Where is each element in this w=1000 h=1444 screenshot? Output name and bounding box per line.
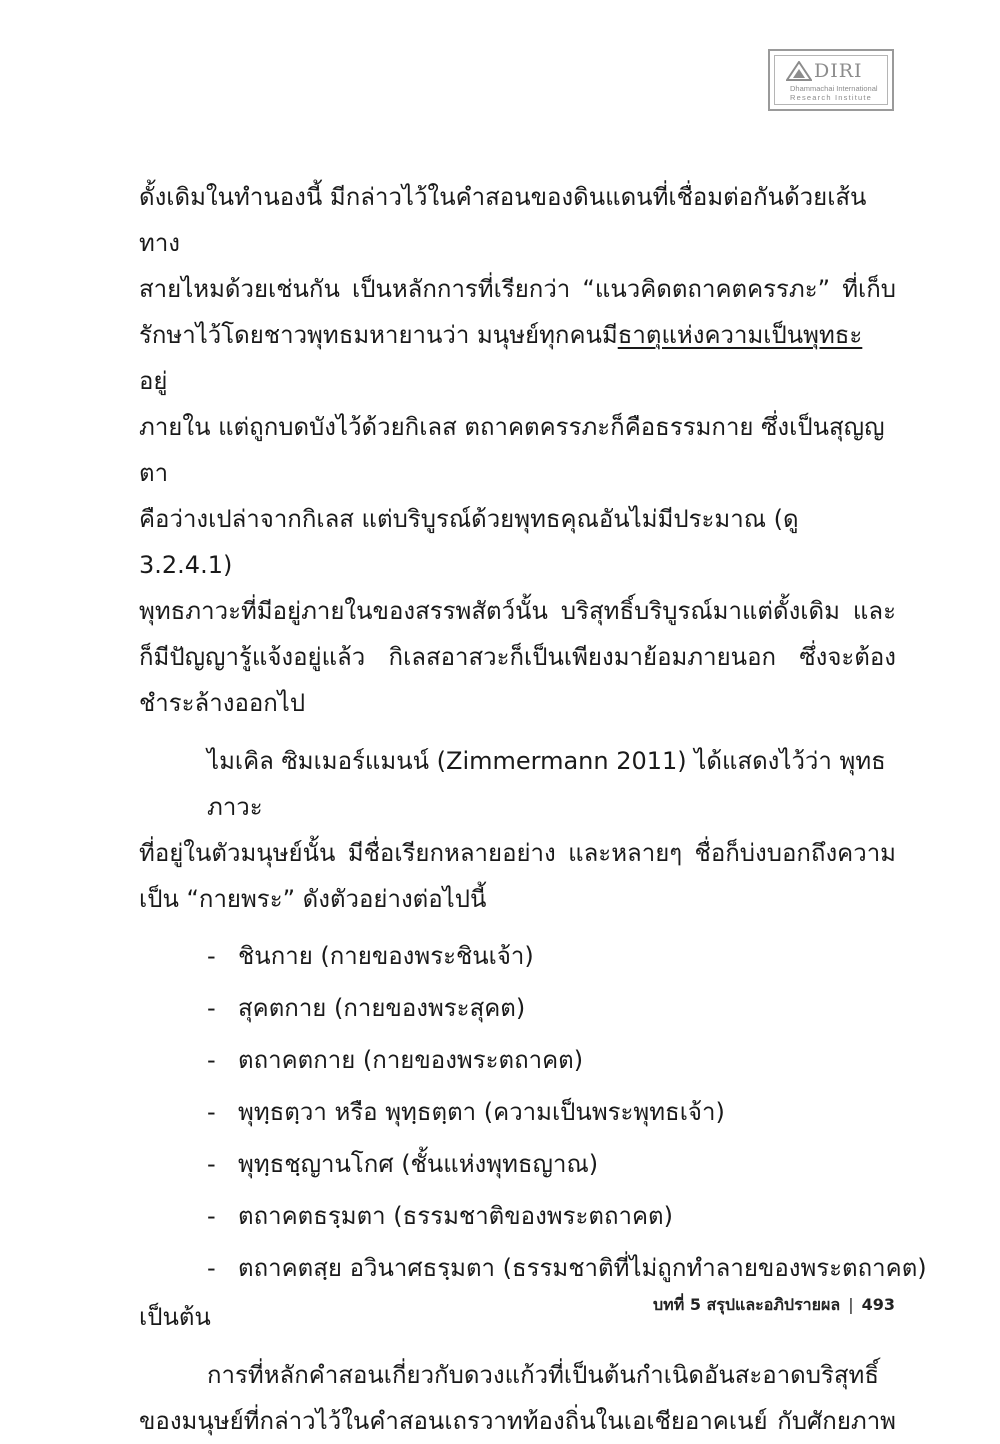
page-body — [139, 174, 927, 1444]
list-dash: - — [207, 1254, 216, 1282]
list-item — [139, 1242, 927, 1294]
buddha-nature-term: ธาตุแห่งความเป็นพุทธะ — [617, 321, 863, 349]
paragraph-1-line-8: ชำระล้างออกไป — [139, 689, 306, 717]
logo-subtitle-2: Research Institute — [790, 93, 873, 102]
logo-wordmark: DIRI — [814, 60, 863, 82]
list-tail: เป็นต้น — [139, 1303, 211, 1331]
page-footer — [653, 1293, 895, 1318]
list-item — [139, 1138, 896, 1190]
paragraph-3-line-2: ของมนุษย์ที่กล่าวไว้ในคำสอนเถรวาทท้องถิ่นในเอเชียอาคเนย์ กับศักยภาพ — [139, 1407, 896, 1435]
paragraph-3-line-1: การที่หลักคำสอนเกี่ยวกับดวงแก้วที่เป็นต้นกำเนิดอันสะอาดบริสุทธิ์ — [207, 1361, 880, 1389]
list-item-text: พุทฺธตฺวา หรือ พุทฺธตฺตา (ความเป็นพระพุทธเจ้า) — [238, 1098, 725, 1126]
chapter-title: บทที่ 5 สรุปและอภิปรายผล — [653, 1295, 841, 1314]
list-item — [139, 930, 896, 982]
list-item — [139, 1034, 896, 1086]
diri-logo — [768, 49, 894, 111]
page-number: 493 — [861, 1295, 895, 1314]
list-item-text: ชินกาย (กายของพระชินเจ้า) — [238, 942, 534, 970]
line-3-end: อยู่ — [139, 367, 168, 395]
list-item-text: ตถาคตกาย (กายของพระตถาคต) — [238, 1046, 584, 1074]
list-dash: - — [207, 942, 216, 970]
paragraph-1-line-6: พุทธภาวะที่มีอยู่ภายในของสรรพสัตว์นั้น บริสุทธิ์บริบูรณ์มาแต่ดั้งเดิม และ — [139, 597, 896, 625]
paragraph-2 — [139, 738, 896, 922]
list-dash: - — [207, 1098, 216, 1126]
kaya-name-list — [139, 930, 927, 1340]
list-item — [139, 1190, 896, 1242]
paragraph-1-line-2: สายไหมด้วยเช่นกัน เป็นหลักการที่เรียกว่า “แนวคิดตถาคตครรภะ” ที่เก็บ — [139, 275, 896, 303]
list-dash: - — [207, 1202, 216, 1230]
list-item — [139, 982, 896, 1034]
paragraph-2-line-1: ไมเคิล ซิมเมอร์แมนน์ (Zimmermann 2011) ได้แสดงไว้ว่า พุทธภาวะ — [207, 747, 886, 821]
list-dash: - — [207, 1046, 216, 1074]
line-3-start: รักษาไว้โดยชาวพุทธมหายานว่า มนุษย์ทุกคนมี — [139, 321, 618, 349]
paragraph-1-line-7: ก็มีปัญญารู้แจ้งอยู่แล้ว กิเลสอาสวะก็เป็นเพียงมาย้อมภายนอก ซึ่งจะต้อง — [139, 643, 896, 671]
list-dash: - — [207, 994, 216, 1022]
paragraph-3 — [139, 1352, 896, 1444]
triangle-logo-icon — [786, 61, 812, 81]
list-item-text: ตถาคตสฺย อวินาศธรฺมตา (ธรรมชาติที่ไม่ถูกทำลายของพระตถาคต) — [238, 1254, 927, 1282]
footer-separator: | — [848, 1295, 854, 1314]
list-item-text: พุทฺธชฺญานโกศ (ชั้นแห่งพุทธญาณ) — [238, 1150, 599, 1178]
paragraph-1 — [139, 174, 896, 726]
paragraph-1-line-5: คือว่างเปล่าจากกิเลส แต่บริบูรณ์ด้วยพุทธคุณอันไม่มีประมาณ (ดู 3.2.4.1) — [139, 505, 799, 579]
list-dash: - — [207, 1150, 216, 1178]
paragraph-2-line-2: ที่อยู่ในตัวมนุษย์นั้น มีชื่อเรียกหลายอย่าง และหลายๆ ชื่อก็บ่งบอกถึงความ — [139, 839, 896, 867]
logo-subtitle-1: Dhammachai International — [790, 84, 878, 93]
paragraph-1-line-1: ดั้งเดิมในทำนองนี้ มีกล่าวไว้ในคำสอนของดินแดนที่เชื่อมต่อกันด้วยเส้นทาง — [139, 183, 867, 257]
paragraph-1-line-4: ภายใน แต่ถูกบดบังไว้ด้วยกิเลส ตถาคตครรภะก็คือธรรมกาย ซึ่งเป็นสุญญตา — [139, 413, 885, 487]
list-item-text: ตถาคตธรฺมตา (ธรรมชาติของพระตถาคต) — [238, 1202, 673, 1230]
list-item-text: สุคตกาย (กายของพระสุคต) — [238, 994, 526, 1022]
list-item — [139, 1086, 896, 1138]
paragraph-1-line-3 — [139, 312, 896, 404]
paragraph-2-line-3: เป็น “กายพระ” ดังตัวอย่างต่อไปนี้ — [139, 885, 487, 913]
